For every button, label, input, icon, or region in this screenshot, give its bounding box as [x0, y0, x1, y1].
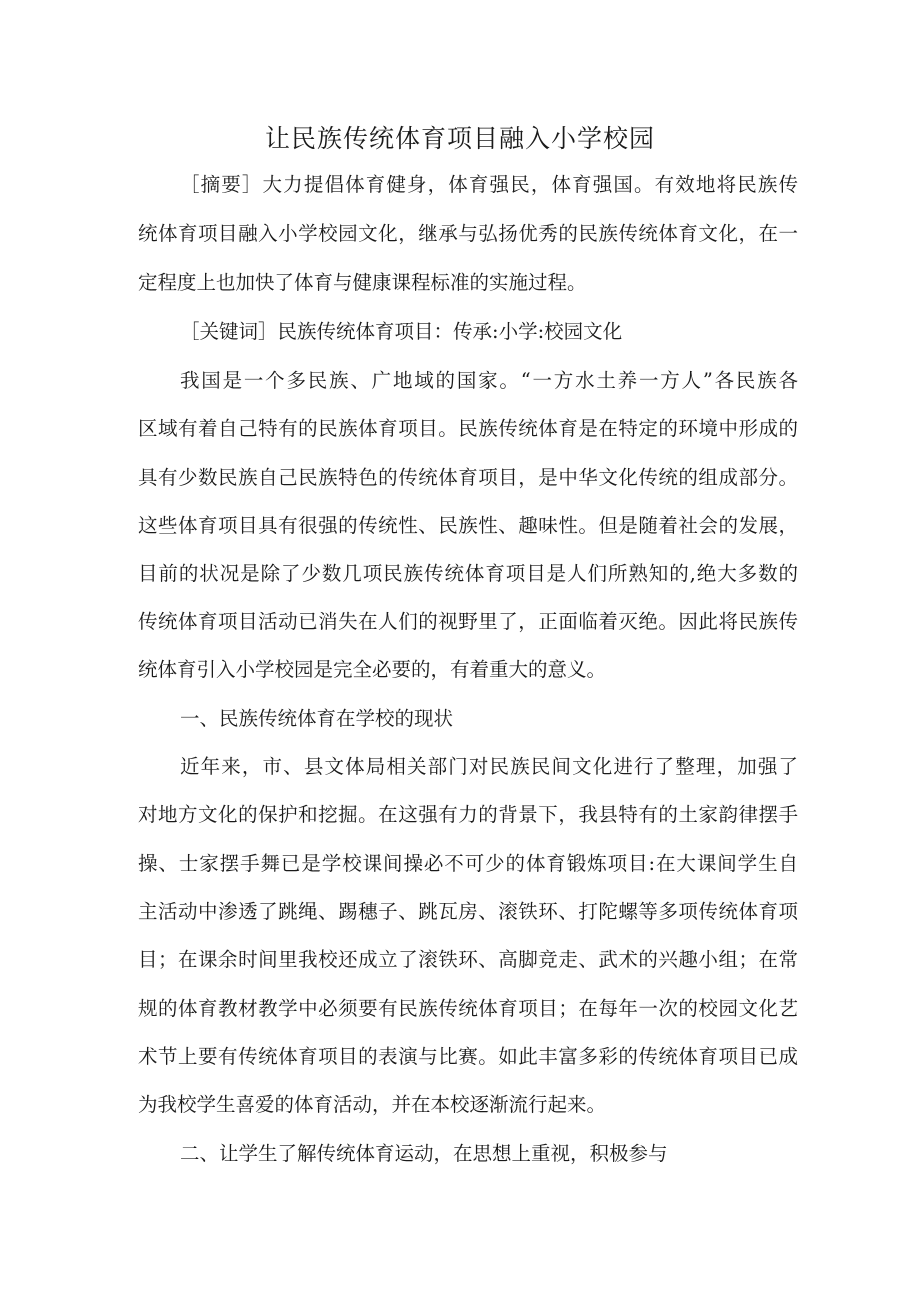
section1-line-1: 近年来，市、县文体局相关部门对民族民间文化进行了整理，加强了 — [180, 755, 798, 778]
section2-heading: 二、让学生了解传统体育运动，在思想上重视，积极参与 — [180, 1142, 668, 1165]
section1-heading: 一、民族传统体育在学校的现状 — [180, 707, 454, 730]
keywords-line: ［关键词］民族传统体育项目：传承:小学:校园文化 — [180, 320, 623, 343]
document-title: 让民族传统体育项目融入小学校园 — [264, 124, 655, 153]
abstract-line-3: 定程度上也加快了体育与健康课程标准的实施过程。 — [138, 271, 587, 294]
intro-line-5: 目前的状况是除了少数几项民族传统体育项目是人们所熟知的,绝大多数的 — [138, 562, 798, 585]
intro-line-1: 我国是一个多民族、广地域的国家。“一方水土养一方人”各民族各 — [180, 369, 798, 392]
abstract-line-1: ［摘要］大力提倡体育健身，体育强民，体育强国。有效地将民族传 — [180, 173, 798, 196]
section1-line-5: 目；在课余时间里我校还成立了滚铁环、高脚竞走、武术的兴趣小组；在常 — [138, 948, 798, 971]
intro-line-4: 这些体育项目具有很强的传统性、民族性、趣味性。但是随着社会的发展， — [138, 514, 798, 537]
intro-line-2: 区域有着自己特有的民族体育项目。民族传统体育是在特定的环境中形成的 — [138, 417, 798, 440]
intro-line-6: 传统体育项目活动已消失在人们的视野里了，正面临着灭绝。因此将民族传 — [138, 610, 798, 633]
abstract-line-2: 统体育项目融入小学校园文化，继承与弘扬优秀的民族传统体育文化，在一 — [138, 222, 798, 245]
section1-line-6: 规的体育教材教学中必须要有民族传统体育项目；在每年一次的校园文化艺 — [138, 997, 798, 1020]
section1-line-7: 术节上要有传统体育项目的表演与比赛。如此丰富多彩的传统体育项目已成 — [138, 1045, 798, 1068]
section1-line-3: 操、士家摆手舞已是学校课间操必不可少的体育锻炼项目:在大课间学生自 — [138, 852, 798, 875]
section1-line-4: 主活动中渗透了跳绳、踢穗子、跳瓦房、滚铁环、打陀螺等多项传统体育项 — [138, 900, 798, 923]
intro-line-3: 具有少数民族自己民族特色的传统体育项目，是中华文化传统的组成部分。 — [138, 466, 798, 489]
section1-line-2: 对地方文化的保护和挖掘。在这强有力的背景下，我县特有的土家韵律摆手 — [138, 803, 798, 826]
section1-line-8: 为我校学生喜爱的体育活动，并在本校逐渐流行起来。 — [138, 1093, 607, 1116]
intro-line-7: 统体育引入小学校园是完全必要的，有着重大的意义。 — [138, 658, 607, 681]
